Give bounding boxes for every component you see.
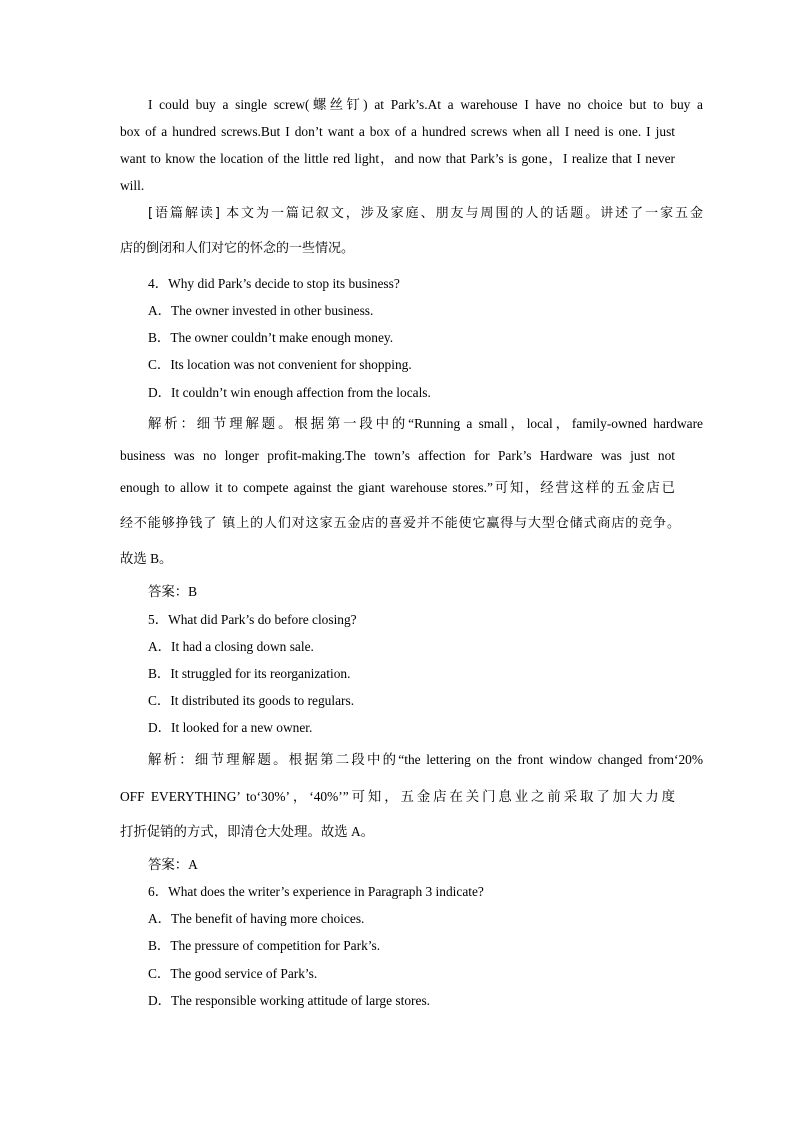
question-4-explanation-4: 经不能够挣钱了 镇上的人们对这家五金店的喜爱并不能使它赢得与大型仓储式商店的竞争。 bbox=[120, 516, 680, 531]
question-6-option-c: C．The good service of Park’s. bbox=[148, 966, 318, 981]
question-5-explanation-2: OFF EVERYTHING’ to‘30%’，‘40%’”可知，五金店在关门息业之前采取了加大力度 bbox=[120, 789, 675, 804]
question-6-stem: 6．What does the writer’s experience in Paragraph 3 indicate? bbox=[148, 884, 484, 899]
question-5-explanation-3: 打折促销的方式，即清仓大处理。故选 A。 bbox=[120, 824, 375, 839]
question-6-option-a: A．The benefit of having more choices. bbox=[148, 911, 365, 926]
analysis-line-2: 店的倒闭和人们对它的怀念的一些情况。 bbox=[120, 241, 355, 256]
question-5-option-a: A．It had a closing down sale. bbox=[148, 639, 314, 654]
question-6-option-b: B．The pressure of competition for Park’s. bbox=[148, 938, 381, 953]
question-4-option-c: C．Its location was not convenient for shopping. bbox=[148, 357, 412, 372]
question-5-explanation-1: 解析：细节理解题。根据第二段中的“the lettering on the front window changed from‘20% bbox=[148, 752, 703, 767]
question-6-option-d: D．The responsible working attitude of large stores. bbox=[148, 993, 431, 1008]
question-4-option-d: D．It couldn’t win enough affection from the locals. bbox=[148, 385, 431, 400]
question-5-option-d: D．It looked for a new owner. bbox=[148, 720, 313, 735]
passage-line-2: box of a hundred screws.But I don’t want a box of a hundred screws when all I need is one. I just bbox=[120, 124, 675, 139]
question-5-answer: 答案：A bbox=[148, 857, 198, 872]
question-4-explanation-2: business was no longer profit-making.The town’s affection for Park’s Hardware was just not bbox=[120, 448, 675, 463]
passage-line-3: want to know the location of the little red light，and now that Park’s is gone，I realize that I never bbox=[120, 151, 675, 166]
question-4-explanation-5: 故选 B。 bbox=[120, 551, 173, 566]
question-4-option-a: A．The owner invested in other business. bbox=[148, 303, 374, 318]
question-4-answer: 答案：B bbox=[148, 584, 198, 599]
question-4-explanation-3: enough to allow it to compete against the giant warehouse stores.”可知，经营这样的五金店已 bbox=[120, 480, 675, 495]
question-5-stem: 5．What did Park’s do before closing? bbox=[148, 612, 357, 627]
passage-line-4: will. bbox=[120, 178, 145, 193]
question-4-explanation-1: 解析：细节理解题。根据第一段中的“Running a small，local，family-owned hardware bbox=[148, 416, 703, 431]
passage-line-1: I could buy a single screw(螺丝钉) at Park’s.At a warehouse I have no choice but to buy a bbox=[148, 97, 703, 112]
question-4-option-b: B．The owner couldn’t make enough money. bbox=[148, 330, 394, 345]
analysis-line-1: [语篇解读] 本文为一篇记叙文，涉及家庭、朋友与周围的人的话题。讲述了一家五金 bbox=[148, 206, 703, 221]
question-5-option-c: C．It distributed its goods to regulars. bbox=[148, 693, 355, 708]
question-4-stem: 4．Why did Park’s decide to stop its business? bbox=[148, 276, 400, 291]
question-5-option-b: B．It struggled for its reorganization. bbox=[148, 666, 351, 681]
